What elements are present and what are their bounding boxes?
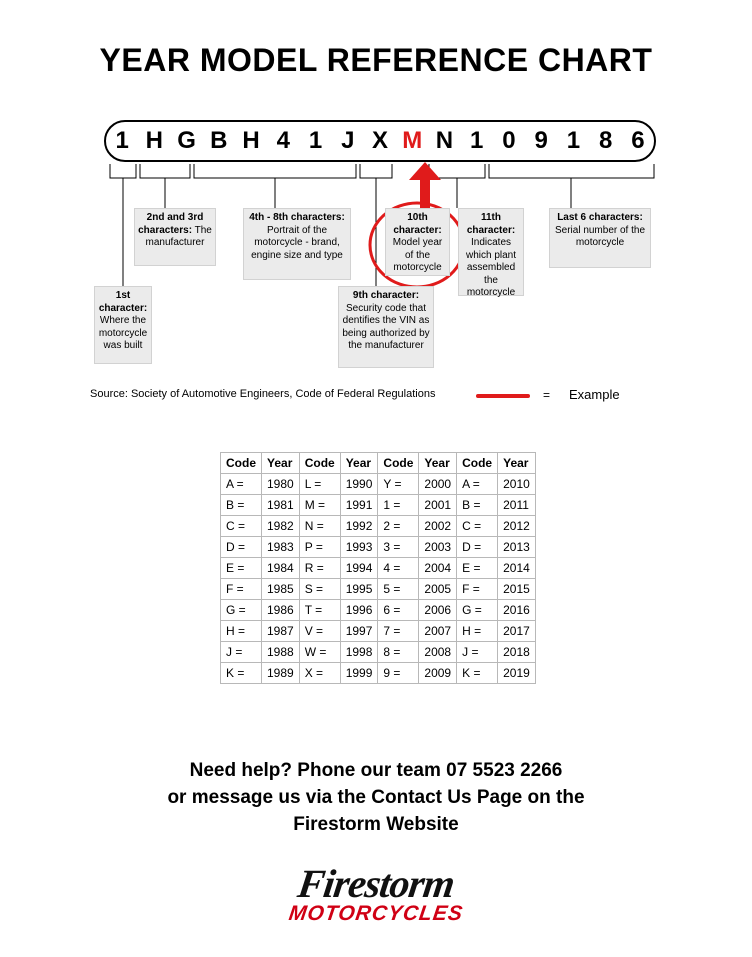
vin-box [104,120,656,162]
table-cell-code: 7 = [378,621,419,642]
table-header-row [221,453,536,474]
vin-char: 1 [470,127,484,154]
table-cell-year: 1989 [262,663,300,684]
table-cell-year: 2001 [419,495,457,516]
table-cell-code: H = [457,621,498,642]
table-cell-year: 2002 [419,516,457,537]
table-cell-code: 1 = [378,495,419,516]
table-cell-year: 1994 [340,558,378,579]
table-cell-code: C = [457,516,498,537]
table-row [221,642,536,663]
table-cell-code: 8 = [378,642,419,663]
table-cell-year: 1993 [340,537,378,558]
source-note: Source: Society of Automotive Engineers, Code of Federal Regulations [90,388,436,400]
table-cell-code: E = [221,558,262,579]
table-cell-year: 1986 [262,600,300,621]
table-row [221,495,536,516]
table-header-cell: Year [340,453,378,474]
table-row [221,474,536,495]
table-cell-year: 2003 [419,537,457,558]
table-cell-year: 2013 [498,537,536,558]
table-cell-code: A = [457,474,498,495]
table-cell-year: 2008 [419,642,457,663]
table-row [221,516,536,537]
table-cell-code: J = [457,642,498,663]
note-heading: 4th - 8th characters: [249,212,345,223]
table-header-cell: Code [221,453,262,474]
table-cell-code: 2 = [378,516,419,537]
table-cell-code: B = [221,495,262,516]
table-cell-code: F = [457,579,498,600]
table-cell-year: 1998 [340,642,378,663]
note-heading: Last 6 characters: [557,212,643,223]
help-line-3: Firestorm Website [293,814,459,835]
year-code-table [220,452,536,684]
table-cell-code: K = [457,663,498,684]
table-cell-year: 1987 [262,621,300,642]
table-cell-year: 2015 [498,579,536,600]
table-cell-year: 2007 [419,621,457,642]
table-header-cell: Code [457,453,498,474]
table-header-cell: Code [378,453,419,474]
table-cell-year: 1991 [340,495,378,516]
table-cell-code: R = [299,558,340,579]
table-cell-year: 2000 [419,474,457,495]
vin-char: 1 [308,127,323,154]
note-last-6-characters [549,208,651,268]
table-cell-year: 2004 [419,558,457,579]
note-9th-character [338,286,434,368]
note-heading: 2nd and 3rd characters: [138,212,204,236]
vin-char: 1 [566,127,581,154]
note-heading: 1st character: [98,290,148,314]
table-row [221,579,536,600]
table-cell-code: 3 = [378,537,419,558]
logo-wordmark: Firestorm [295,861,457,906]
table-cell-code: T = [299,600,340,621]
note-body: Security code that dentifies the VIN as being authorized by the manufacturer [342,302,430,351]
table-cell-code: J = [221,642,262,663]
table-cell-code: D = [457,537,498,558]
vin-char: 8 [598,127,613,154]
table-cell-code: 4 = [378,558,419,579]
vin-char: B [210,127,228,154]
note-2nd-3rd-characters [134,208,216,266]
table-cell-year: 2010 [498,474,536,495]
help-line-2: or message us via the Contact Us Page on the [167,787,585,808]
note-11th-character [458,208,524,296]
table-cell-year: 1988 [262,642,300,663]
table-cell-code: S = [299,579,340,600]
table-cell-code: F = [221,579,262,600]
note-body: The manufacturer [145,224,212,248]
table-cell-code: Y = [378,474,419,495]
table-header-cell: Year [419,453,457,474]
table-cell-code: W = [299,642,340,663]
table-cell-code: K = [221,663,262,684]
legend-equals: = [543,388,551,402]
table-cell-code: N = [299,516,340,537]
note-body: Where the motorcycle was built [98,315,148,351]
vin-char: H [145,127,164,154]
table-cell-code: H = [221,621,262,642]
table-cell-year: 2011 [498,495,536,516]
table-cell-year: 1980 [262,474,300,495]
table-cell-code: 5 = [378,579,419,600]
vin-char: 0 [502,127,516,154]
note-body: Model year of the motorcycle [392,237,443,273]
table-cell-year: 1984 [262,558,300,579]
table-cell-year: 1983 [262,537,300,558]
note-4th-8th-characters [243,208,351,280]
table-cell-year: 2012 [498,516,536,537]
table-cell-code: B = [457,495,498,516]
table-cell-year: 1992 [340,516,378,537]
table-row [221,600,536,621]
table-row [221,537,536,558]
note-body: Indicates which plant assembled the motorcycle [465,237,517,298]
help-line-1: Need help? Phone our team 07 5523 2266 [189,760,563,781]
note-1st-character [94,286,152,364]
note-body: Serial number of the motorcycle [554,224,646,248]
legend-label: Example [569,387,620,402]
note-heading: 9th character: [352,290,420,301]
vin-char: J [341,127,355,154]
table-cell-code: C = [221,516,262,537]
vin-char: N [435,127,454,154]
table-cell-year: 2017 [498,621,536,642]
table-cell-year: 2016 [498,600,536,621]
vin-char: X [371,127,388,154]
table-cell-year: 2009 [419,663,457,684]
table-cell-year: 1997 [340,621,378,642]
note-heading: 10th character: [393,212,442,236]
table-cell-code: D = [221,537,262,558]
table-cell-code: G = [457,600,498,621]
table-cell-code: L = [299,474,340,495]
vin-char: 9 [534,127,548,154]
table-row [221,663,536,684]
note-body: Portrait of the motorcycle - brand, engine size and type [251,224,343,261]
vin-char: G [177,127,196,154]
table-cell-year: 1990 [340,474,378,495]
table-cell-code: A = [221,474,262,495]
table-cell-code: 9 = [378,663,419,684]
table-cell-year: 1982 [262,516,300,537]
table-row [221,558,536,579]
table-cell-year: 2019 [498,663,536,684]
table-cell-year: 1999 [340,663,378,684]
table-cell-code: P = [299,537,340,558]
vin-char: 4 [276,127,290,154]
vin-char: 6 [631,127,645,154]
table-cell-year: 1996 [340,600,378,621]
table-header-cell: Year [498,453,536,474]
table-cell-code: E = [457,558,498,579]
note-10th-character [385,208,450,276]
table-cell-year: 1985 [262,579,300,600]
table-cell-year: 2014 [498,558,536,579]
logo-subtext: MOTORCYCLES [287,902,465,925]
table-cell-code: M = [299,495,340,516]
table-header-cell: Code [299,453,340,474]
table-header-cell: Year [262,453,300,474]
table-cell-code: V = [299,621,340,642]
page-title: YEAR MODEL REFERENCE CHART [99,42,653,78]
table-cell-year: 2006 [419,600,457,621]
table-cell-year: 2018 [498,642,536,663]
table-cell-year: 2005 [419,579,457,600]
table-cell-code: G = [221,600,262,621]
table-row [221,621,536,642]
firestorm-logo [196,858,556,930]
table-cell-year: 1995 [340,579,378,600]
vin-char: H [242,127,260,154]
table-cell-year: 1981 [262,495,300,516]
table-cell-code: 6 = [378,600,419,621]
vin-char-highlighted: M [402,127,423,154]
note-heading: 11th character: [466,212,516,236]
table-cell-code: X = [299,663,340,684]
vin-char: 1 [115,127,129,154]
help-text [0,757,752,838]
